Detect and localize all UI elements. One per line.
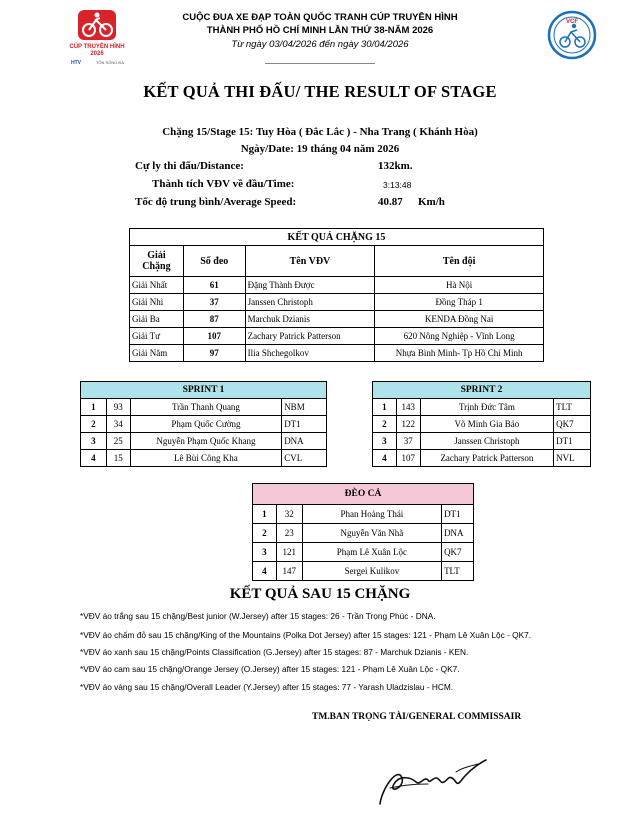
rider-cell: Trần Thanh Quang (130, 399, 281, 416)
team-cell: DT1 (554, 433, 591, 450)
rider-cell: Janssen Christoph (420, 433, 553, 450)
table-row (81, 433, 327, 450)
rider-cell: Zachary Patrick Patterson (245, 328, 375, 345)
bib-cell: 107 (396, 450, 420, 467)
team-cell: QK7 (554, 416, 591, 433)
rank-cell: 1 (253, 505, 277, 524)
table-row (130, 294, 544, 311)
rank-cell: 4 (253, 562, 277, 581)
logo-left-text: CÚP TRUYỀN HÌNH (69, 44, 125, 50)
stage-results-header: Tên VĐV (245, 246, 375, 277)
team-cell: TLT (554, 399, 591, 416)
rank-cell: 1 (81, 399, 107, 416)
time-value: 3:13:48 (383, 180, 412, 190)
team-cell: DT1 (442, 505, 474, 524)
stage-date: Ngày/Date: 19 tháng 04 năm 2026 (240, 143, 400, 155)
bib-cell: 15 (106, 450, 130, 467)
prize-cell: Giải Ba (130, 311, 184, 328)
sprint1-table (80, 381, 327, 467)
speed-unit: Km/h (418, 196, 445, 208)
bib-cell: 97 (183, 345, 245, 362)
rank-cell: 2 (253, 524, 277, 543)
team-cell: DT1 (282, 416, 327, 433)
table-row (253, 524, 474, 543)
team-cell: KENDA Đồng Nai (375, 311, 544, 328)
speed-label: Tốc độ trung bình/Average Speed: (135, 196, 297, 208)
deo-ca-title: ĐÈO CẢ (253, 484, 474, 505)
stage-results-header: Tên đội (375, 246, 544, 277)
rider-cell: Võ Minh Gia Bảo (420, 416, 553, 433)
stage-results-header: Giải Chặng (130, 246, 184, 277)
rider-cell: Phạm Lê Xuân Lộc (302, 543, 441, 562)
rank-cell: 2 (81, 416, 107, 433)
rank-cell: 4 (81, 450, 107, 467)
rank-cell: 1 (373, 399, 397, 416)
distance-label: Cự ly thi đấu/Distance: (135, 160, 244, 172)
team-cell: Nhựa Bình Minh- Tp Hồ Chí Minh (375, 345, 544, 362)
bib-cell: 34 (106, 416, 130, 433)
table-row (373, 399, 591, 416)
stage-results-header: Số đeo (183, 246, 245, 277)
rider-cell: Đặng Thành Được (245, 277, 375, 294)
jersey-line-polka: *VĐV áo chấm đỏ sau 15 chặng/King of the Mountains (Polka Dot Jersey) after 15 stages: 121 - Phạm Lê Xuân Lộc - QK7. (80, 630, 532, 640)
rider-cell: Phạm Quốc Cường (130, 416, 281, 433)
bib-cell: 121 (276, 543, 302, 562)
table-row (253, 543, 474, 562)
bib-cell: 23 (276, 524, 302, 543)
prize-cell: Giải Năm (130, 345, 184, 362)
speed-value: 40.87 (378, 196, 403, 208)
rider-cell: Janssen Christoph (245, 294, 375, 311)
table-row (130, 311, 544, 328)
bib-cell: 32 (276, 505, 302, 524)
rank-cell: 2 (373, 416, 397, 433)
bib-cell: 37 (183, 294, 245, 311)
team-cell: CVL (282, 450, 327, 467)
jersey-line-white: *VĐV áo trắng sau 15 chặng/Best junior (W.Jersey) after 15 stages: 26 - Trần Trọng Phúc - DNA. (80, 611, 436, 621)
time-label: Thành tích VĐV về đầu/Time: (152, 178, 295, 190)
prize-cell: Giải Nhất (130, 277, 184, 294)
rider-cell: Marchuk Dzianis (245, 311, 375, 328)
prize-cell: Giải Tư (130, 328, 184, 345)
rank-cell: 3 (81, 433, 107, 450)
team-cell: TLT (442, 562, 474, 581)
rank-cell: 3 (253, 543, 277, 562)
team-cell: QK7 (442, 543, 474, 562)
team-cell: Đồng Tháp 1 (375, 294, 544, 311)
team-cell: 620 Nông Nghiệp - Vĩnh Long (375, 328, 544, 345)
table-row (130, 328, 544, 345)
sprint1-title: SPRINT 1 (81, 382, 327, 399)
rider-cell: Lê Bùi Công Kha (130, 450, 281, 467)
rider-cell: Sergei Kulikov (302, 562, 441, 581)
rank-cell: 4 (373, 450, 397, 467)
logo-left-tag1: HTV (71, 60, 81, 66)
table-row (253, 562, 474, 581)
bib-cell: 37 (396, 433, 420, 450)
prize-cell: Giải Nhì (130, 294, 184, 311)
logo-left-tag2: TÔN SÔNG ĐÀ (95, 60, 125, 65)
deo-ca-table (252, 483, 474, 581)
bib-cell: 61 (183, 277, 245, 294)
team-cell: DNA (442, 524, 474, 543)
table-row (373, 416, 591, 433)
page-title: KẾT QUẢ THI ĐẤU/ THE RESULT OF STAGE (143, 82, 497, 101)
rider-cell: Phan Hoàng Thái (302, 505, 441, 524)
bib-cell: 147 (276, 562, 302, 581)
jersey-line-green: *VĐV áo xanh sau 15 chặng/Points Classification (G.Jersey) after 15 stages: 87 - Marchuk Dzianis - KEN. (80, 647, 469, 657)
bib-cell: 87 (183, 311, 245, 328)
rider-cell: Ilia Shchegolkov (245, 345, 375, 362)
table-row (373, 433, 591, 450)
distance-value: 132km. (378, 160, 413, 172)
table-row (81, 416, 327, 433)
header-line-1: CUỘC ĐUA XE ĐẠP TOÀN QUỐC TRANH CÚP TRUYỀN HÌNH (182, 12, 458, 23)
bib-cell: 143 (396, 399, 420, 416)
rider-cell: Nguyễn Văn Nhã (302, 524, 441, 543)
commissaire-label: TM.BAN TRỌNG TÀI/GENERAL COMMISSAIR (312, 712, 522, 722)
logo-right-text: VCF (566, 19, 578, 25)
sprint2-table (372, 381, 591, 467)
header-line-2: THÀNH PHỐ HỒ CHÍ MINH LẦN THỨ 38-NĂM 2026 (206, 25, 434, 36)
sprint2-title: SPRINT 2 (373, 382, 591, 399)
team-cell: DNA (282, 433, 327, 450)
rider-cell: Nguyễn Phạm Quốc Khang (130, 433, 281, 450)
bib-cell: 25 (106, 433, 130, 450)
bib-cell: 122 (396, 416, 420, 433)
header-separator (265, 63, 375, 64)
table-row (373, 450, 591, 467)
stage-name: Chặng 15/Stage 15: Tuy Hòa ( Đắc Lắc ) - Nha Trang ( Khánh Hòa) (162, 126, 478, 138)
overall-title: KẾT QUẢ SAU 15 CHẶNG (229, 586, 411, 602)
team-cell: NVL (554, 450, 591, 467)
jersey-line-yellow: *VĐV áo vàng sau 15 chặng/Overall Leader (Y.Jersey) after 15 stages: 77 - Yarash Uladzislau - HCM. (80, 682, 454, 692)
team-cell: NBM (282, 399, 327, 416)
bib-cell: 93 (106, 399, 130, 416)
stage-results-table (129, 228, 544, 362)
stage-results-title: KẾT QUẢ CHẶNG 15 (130, 229, 544, 246)
table-row (130, 345, 544, 362)
cup-logo (62, 8, 132, 68)
jersey-line-orange: *VĐV áo cam sau 15 chặng/Orange Jersey (O.Jersey) after 15 stages: 121 - Phạm Lê Xuân Lộc - QK7. (80, 664, 460, 674)
header-line-3: Từ ngày 03/04/2026 đến ngày 30/04/2026 (231, 39, 409, 50)
signature-image (370, 738, 505, 810)
rank-cell: 3 (373, 433, 397, 450)
bib-cell: 107 (183, 328, 245, 345)
table-row (253, 505, 474, 524)
table-row (81, 450, 327, 467)
rider-cell: Trịnh Đức Tâm (420, 399, 553, 416)
logo-left-year: 2026 (90, 51, 104, 57)
vcf-logo (547, 10, 597, 60)
table-row (130, 277, 544, 294)
team-cell: Hà Nội (375, 277, 544, 294)
rider-cell: Zachary Patrick Patterson (420, 450, 553, 467)
table-row (81, 399, 327, 416)
